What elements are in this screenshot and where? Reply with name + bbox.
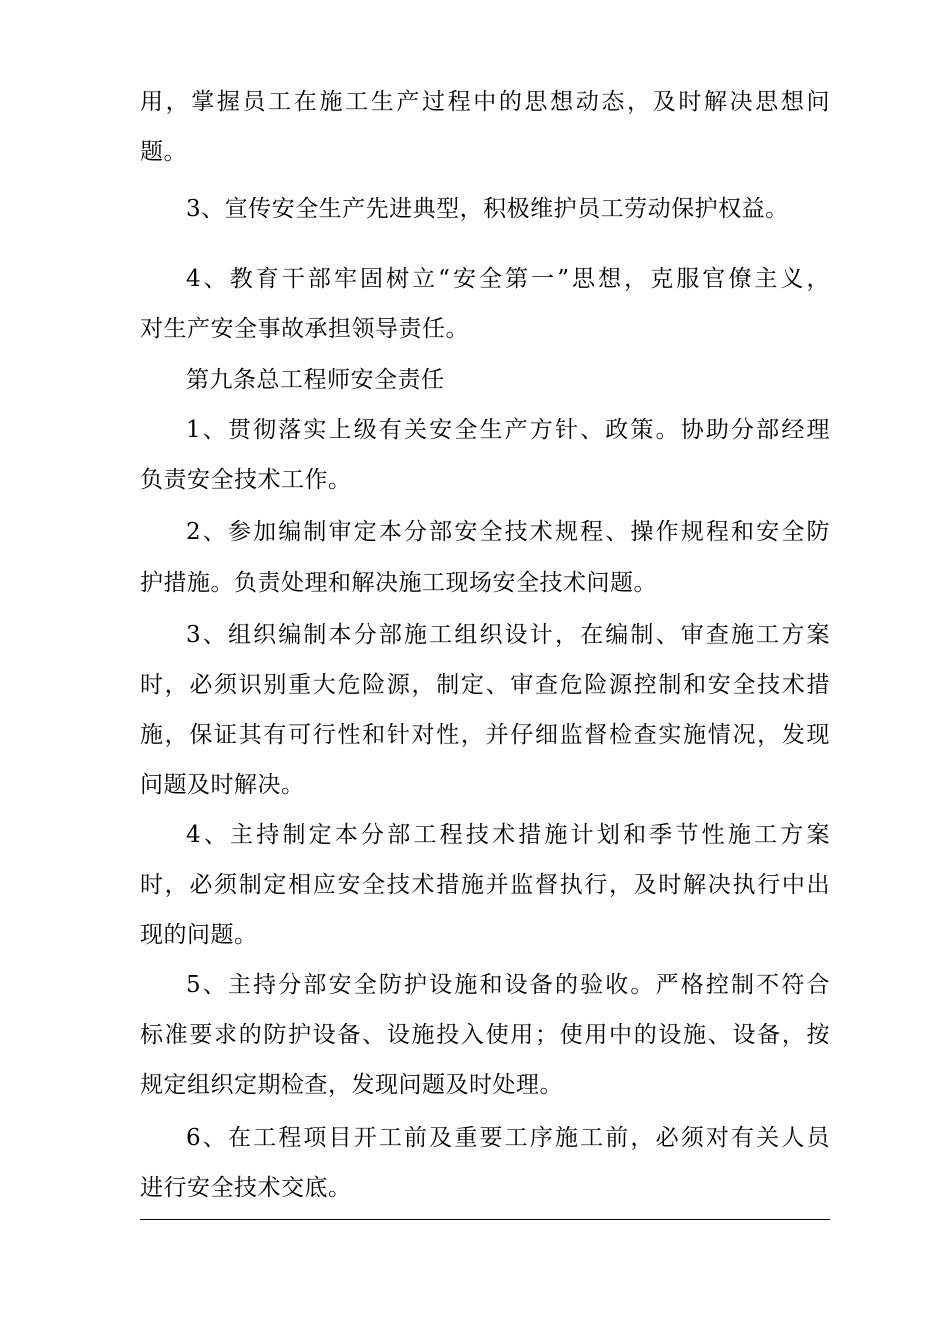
paragraph-line: 时，必须识别重大危险源，制定、审查危险源控制和安全技术措: [140, 672, 830, 698]
paragraph-line: 负责安全技术工作。: [140, 467, 352, 493]
paragraph-line: 4、教育干部牢固树立“安全第一”思想，克服官僚主义，: [186, 266, 830, 292]
paragraph-line: 现的问题。: [140, 922, 258, 948]
footer-divider: [140, 1219, 830, 1220]
paragraph-line: 3、组织编制本分部施工组织设计，在编制、审查施工方案: [186, 622, 830, 648]
paragraph-line: 5、主持分部安全防护设施和设备的验收。严格控制不符合: [186, 972, 830, 998]
paragraph-line: 题。: [140, 139, 187, 165]
paragraph-line: 4、主持制定本分部工程技术措施计划和季节性施工方案: [186, 822, 830, 848]
paragraph-line: 对生产安全事故承担领导责任。: [140, 316, 469, 342]
paragraph-line: 护措施。负责处理和解决施工现场安全技术问题。: [140, 570, 657, 596]
paragraph-line: 2、参加编制审定本分部安全技术规程、操作规程和安全防: [186, 519, 830, 545]
paragraph-line: 6、在工程项目开工前及重要工序施工前，必须对有关人员: [186, 1125, 830, 1151]
paragraph-line: 标准要求的防护设备、设施投入使用；使用中的设施、设备，按: [140, 1022, 830, 1048]
paragraph-line: 进行安全技术交底。: [140, 1175, 352, 1201]
paragraph-line: 施，保证其有可行性和针对性，并仔细监督检查实施情况，发现: [140, 722, 830, 748]
paragraph-line: 3、宣传安全生产先进典型，积极维护员工劳动保护权益。: [186, 196, 789, 222]
paragraph-line: 1、贯彻落实上级有关安全生产方针、政策。协助分部经理: [186, 417, 830, 443]
paragraph-line: 时，必须制定相应安全技术措施并监督执行，及时解决执行中出: [140, 872, 830, 898]
section-heading: 第九条总工程师安全责任: [186, 367, 445, 393]
paragraph-line: 规定组织定期检查，发现问题及时处理。: [140, 1072, 563, 1098]
paragraph-line: 用，掌握员工在施工生产过程中的思想动态，及时解决思想问: [140, 89, 830, 115]
paragraph-line: 问题及时解决。: [140, 772, 305, 798]
